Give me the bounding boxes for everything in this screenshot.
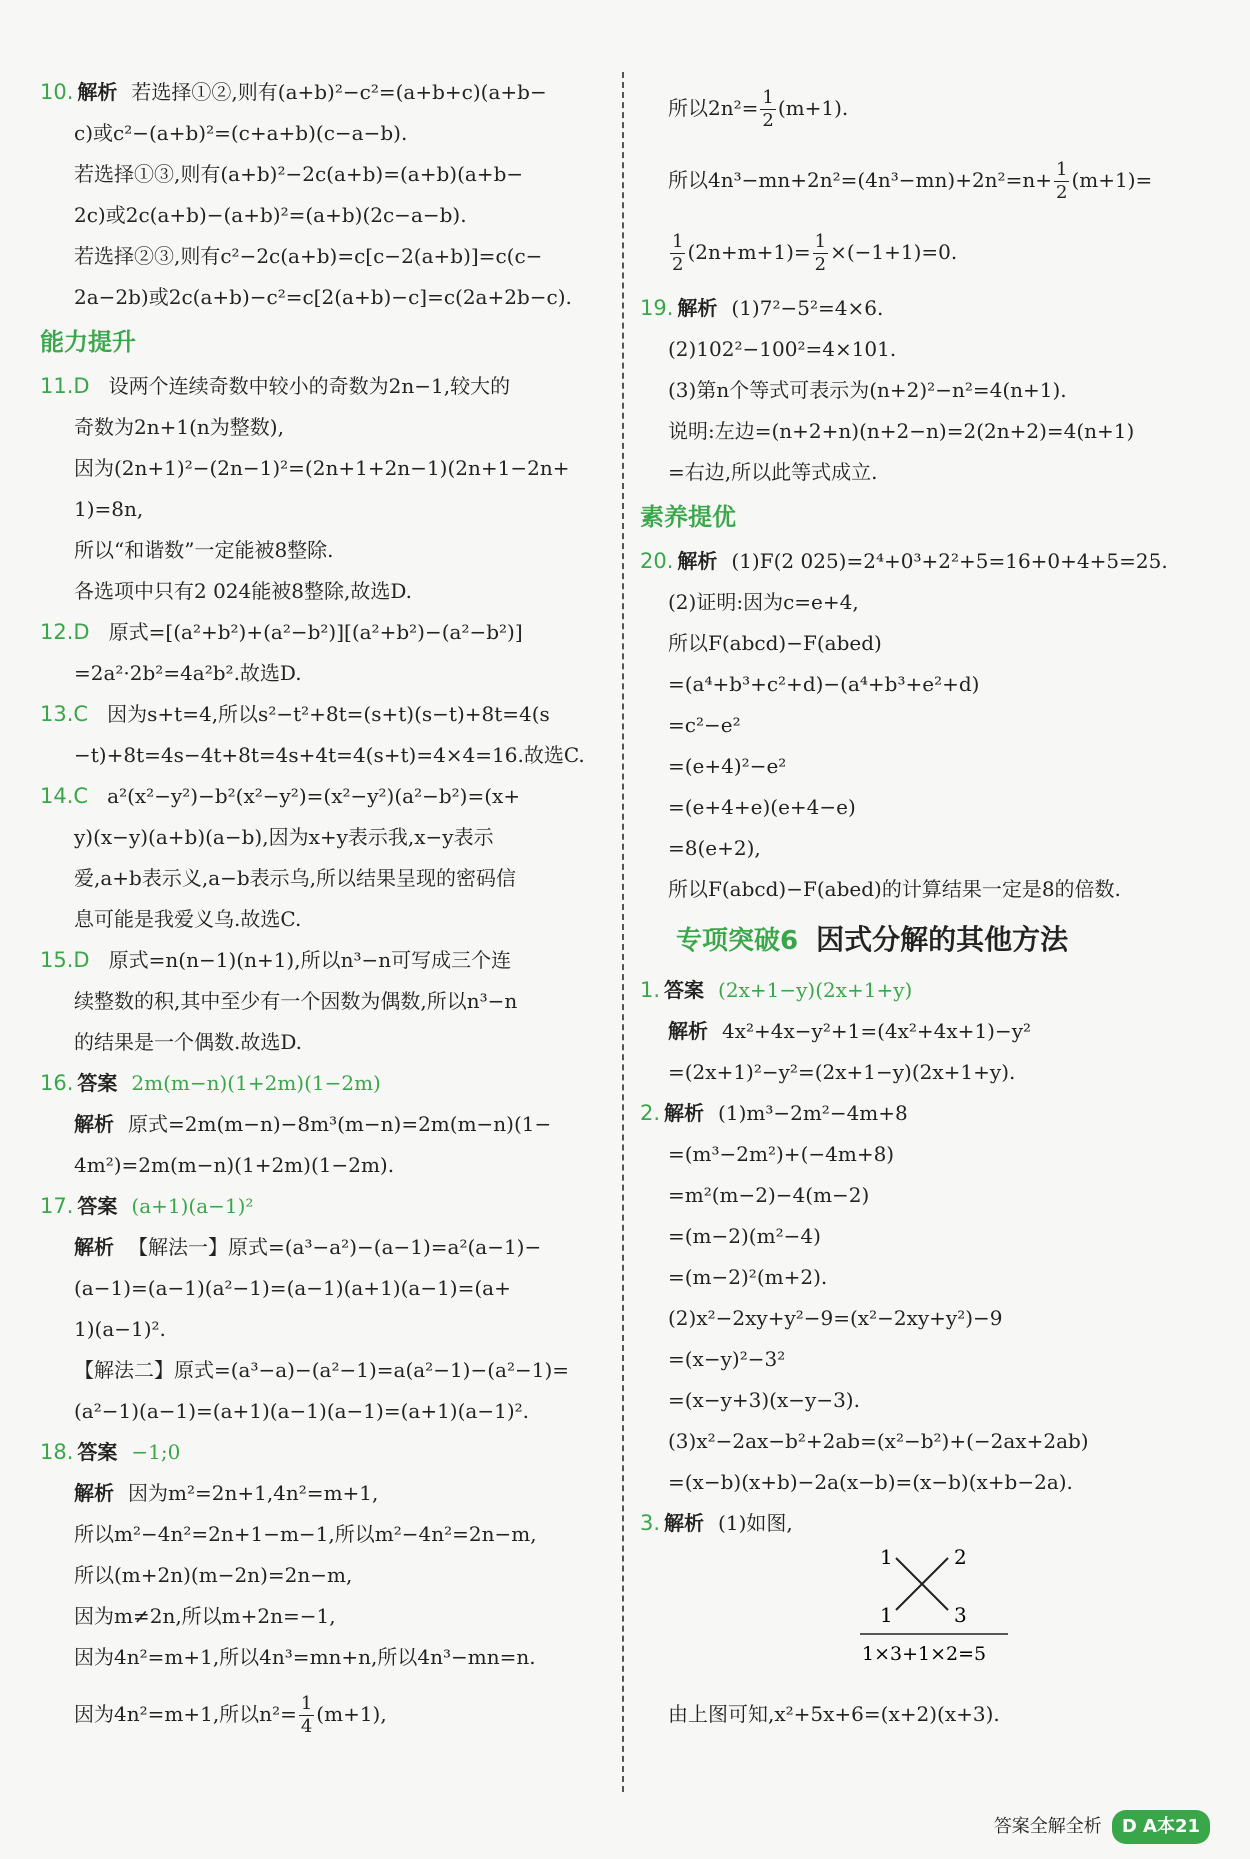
- q18-line2: 所以m²−4n²=2n+1−m−1,所以m²−4n²=2n−m,: [74, 1522, 537, 1546]
- p2-line8: =(x−y+3)(x−y−3).: [668, 1388, 860, 1412]
- q11-line2: 奇数为2n+1(n为整数),: [74, 415, 284, 439]
- q10-line4: 2c)或2c(a+b)−(a+b)²=(a+b)(2c−a−b).: [74, 203, 467, 227]
- cross-top-left: 1: [880, 1545, 893, 1569]
- q18-line1: 解析 因为m²=2n+1,4n²=m+1,: [74, 1481, 379, 1505]
- q17-line1: 解析 【解法一】原式=(a³−a²)−(a−1)=a²(a−1)−: [74, 1235, 542, 1259]
- q15-line2: 续整数的积,其中至少有一个因数为偶数,所以n³−n: [74, 989, 518, 1013]
- p1-answer-line: 1. 答案 (2x+1−y)(2x+1+y): [640, 978, 913, 1002]
- p1-answer: (2x+1−y)(2x+1+y): [718, 978, 913, 1002]
- q14-line2: y)(x−y)(a+b)(a−b),因为x+y表示我,x−y表示: [74, 825, 494, 849]
- p3-line2: 由上图可知,x²+5x+6=(x+2)(x+3).: [668, 1702, 1000, 1726]
- right-column: [640, 72, 1215, 1735]
- p2-line2: =(m³−2m²)+(−4m+8): [668, 1142, 895, 1166]
- q20-line7: =(e+4+e)(e+4−e): [668, 795, 856, 819]
- q16-line2: 4m²)=2m(m−n)(1+2m)(1−2m).: [74, 1153, 395, 1177]
- q20-line6: =(e+4)²−e²: [668, 754, 787, 778]
- fraction: $\frac{1}{2}$: [814, 231, 827, 275]
- q11-line3: 因为(2n+1)²−(2n−1)²=(2n+1+2n−1)(2n+1−2n+: [74, 456, 570, 480]
- cross-diagram-svg: [860, 1544, 1010, 1689]
- left-column: [40, 72, 605, 1750]
- q18-cont-line3: $\frac{1}{2}$ (2n+m+1)= $\frac{1}{2}$ ×(−1+1)=0.: [672, 231, 958, 275]
- q18-cont-line2: 所以4n³−mn+2n²=(4n³−mn)+2n²=n+ $\frac{1}{2}$ (m+1)=: [668, 159, 1153, 203]
- p2-line6: (2)x²−2xy+y²−9=(x²−2xy+y²)−9: [668, 1306, 1003, 1330]
- cross-bottom-right: 3: [954, 1603, 967, 1627]
- q14-line1: 14.C a²(x²−y²)−b²(x²−y²)=(x²−y²)(a²−b²)=(x+: [40, 784, 521, 808]
- q20-line2: (2)证明:因为c=e+4,: [668, 590, 859, 614]
- q15-line1: 15.D 原式=n(n−1)(n+1),所以n³−n可写成三个连: [40, 948, 512, 972]
- p3-line1: 3. 解析 (1)如图,: [640, 1511, 793, 1535]
- q17-line2: (a−1)=(a−1)(a²−1)=(a−1)(a+1)(a−1)=(a+: [74, 1276, 511, 1300]
- q11-line4: 1)=8n,: [74, 497, 144, 521]
- q18-cont-line1: 所以2n²= $\frac{1}{2}$ (m+1).: [668, 87, 849, 131]
- q19-line1: 19. 解析 (1)7²−5²=4×6.: [640, 296, 884, 320]
- q18-answer-line: 18. 答案 −1;0: [40, 1440, 181, 1464]
- q16-line1: 解析 原式=2m(m−n)−8m³(m−n)=2m(m−n)(1−: [74, 1112, 552, 1136]
- p2-line7: =(x−y)²−3²: [668, 1347, 786, 1371]
- q17-line3: 1)(a−1)².: [74, 1317, 166, 1341]
- q10-line3: 若选择①③,则有(a+b)²−2c(a+b)=(a+b)(a+b−: [74, 162, 524, 186]
- q17-line5: (a²−1)(a−1)=(a+1)(a−1)(a−1)=(a+1)(a−1)².: [74, 1399, 529, 1423]
- q15-line3: 的结果是一个偶数.故选D.: [74, 1030, 303, 1054]
- q13-line2: −t)+8t=4s−4t+8t=4s+4t=4(s+t)=4×4=16.故选C.: [74, 743, 585, 767]
- q20-line3: 所以F(abcd)−F(abed): [668, 631, 882, 655]
- q19-line2: (2)102²−100²=4×101.: [668, 337, 897, 361]
- q11-line5: 所以“和谐数”一定能被8整除.: [74, 538, 334, 562]
- q17-answer: (a+1)(a−1)²: [131, 1194, 254, 1218]
- q19-line4: 说明:左边=(n+2+n)(n+2−n)=2(2n+2)=4(n+1): [668, 419, 1135, 443]
- q10-line1: 10. 解析 若选择①②,则有(a+b)²−c²=(a+b+c)(a+b−: [40, 80, 547, 104]
- cross-multiplication-diagram: [640, 1544, 1215, 1694]
- q11-line6: 各选项中只有2 024能被8整除,故选D.: [74, 579, 413, 603]
- q14-line3: 爱,a+b表示义,a−b表示乌,所以结果呈现的密码信: [74, 866, 517, 890]
- p2-line10: =(x−b)(x+b)−2a(x−b)=(x−b)(x+b−2a).: [668, 1470, 1073, 1494]
- fraction: $\frac{1}{2}$: [672, 231, 684, 275]
- q13-line1: 13.C 因为s+t=4,所以s²−t²+8t=(s+t)(s−t)+8t=4(s: [40, 702, 550, 726]
- q10-line6: 2a−2b)或2c(a+b)−c²=c[2(a+b)−c]=c(2a+2b−c).: [74, 285, 572, 309]
- q20-line8: =8(e+2),: [668, 836, 761, 860]
- section-heading-literacy: 素养提优: [640, 503, 736, 531]
- p2-line4: =(m−2)(m²−4): [668, 1224, 821, 1248]
- cross-bottom-left: 1: [880, 1603, 893, 1627]
- q20-line5: =c²−e²: [668, 713, 741, 737]
- q18-line5: 因为4n²=m+1,所以4n³=mn+n,所以4n³−mn=n.: [74, 1645, 536, 1669]
- topic-heading: 专项突破6 因式分解的其他方法: [676, 923, 1069, 956]
- q10-line2: c)或c²−(a+b)²=(c+a+b)(c−a−b).: [74, 121, 408, 145]
- p2-line9: (3)x²−2ax−b²+2ab=(x²−b²)+(−2ax+2ab): [668, 1429, 1089, 1453]
- q18-line6: 因为4n²=m+1,所以n²= $\frac{1}{4}$ (m+1),: [74, 1693, 387, 1737]
- fraction: $\frac{1}{2}$: [1055, 159, 1068, 203]
- section-heading-ability: 能力提升: [40, 328, 136, 356]
- q19-line5: =右边,所以此等式成立.: [668, 460, 878, 484]
- cross-top-right: 2: [954, 1545, 967, 1569]
- fraction: $\frac{1}{2}$: [762, 87, 774, 131]
- q18-line3: 所以(m+2n)(m−2n)=2n−m,: [74, 1563, 353, 1587]
- q16-answer-line: 16. 答案 2m(m−n)(1+2m)(1−2m): [40, 1071, 381, 1095]
- q11-line1: 11.D 设两个连续奇数中较小的奇数为2n−1,较大的: [40, 374, 511, 398]
- cross-sum: 1×3+1×2=5: [862, 1643, 987, 1665]
- q14-line4: 息可能是我爱义乌.故选C.: [74, 907, 302, 931]
- footer-label: 答案全解全析: [993, 1816, 1102, 1837]
- p2-line1: 2. 解析 (1)m³−2m²−4m+8: [640, 1101, 908, 1125]
- q20-line1: 20. 解析 (1)F(2 025)=2⁴+0³+2²+5=16+0+4+5=25.: [640, 549, 1168, 573]
- column-divider: [622, 72, 624, 1792]
- q12-line2: =2a²·2b²=4a²b².故选D.: [74, 661, 302, 685]
- page-badge: D A本21: [1112, 1810, 1210, 1844]
- q10-line5: 若选择②③,则有c²−2c(a+b)=c[c−2(a+b)]=c(c−: [74, 244, 543, 268]
- p1-line1: 解析 4x²+4x−y²+1=(4x²+4x+1)−y²: [668, 1019, 1032, 1043]
- q20-line9: 所以F(abcd)−F(abed)的计算结果一定是8的倍数.: [668, 877, 1121, 901]
- q16-answer: 2m(m−n)(1+2m)(1−2m): [131, 1071, 381, 1095]
- fraction: $\frac{1}{4}$: [300, 1693, 313, 1737]
- q19-line3: (3)第n个等式可表示为(n+2)²−n²=4(n+1).: [668, 378, 1067, 402]
- q18-line4: 因为m≠2n,所以m+2n=−1,: [74, 1604, 336, 1628]
- q17-line4: 【解法二】原式=(a³−a)−(a²−1)=a(a²−1)−(a²−1)=: [74, 1358, 570, 1382]
- q20-line4: =(a⁴+b³+c²+d)−(a⁴+b³+e²+d): [668, 672, 980, 696]
- q17-answer-line: 17. 答案 (a+1)(a−1)²: [40, 1194, 254, 1218]
- q12-line1: 12.D 原式=[(a²+b²)+(a²−b²)][(a²+b²)−(a²−b²)]: [40, 620, 523, 644]
- p2-line3: =m²(m−2)−4(m−2): [668, 1183, 870, 1207]
- p2-line5: =(m−2)²(m+2).: [668, 1265, 828, 1289]
- p1-line2: =(2x+1)²−y²=(2x+1−y)(2x+1+y).: [668, 1060, 1016, 1084]
- q18-answer: −1;0: [131, 1440, 181, 1464]
- page-footer: [994, 1810, 1210, 1844]
